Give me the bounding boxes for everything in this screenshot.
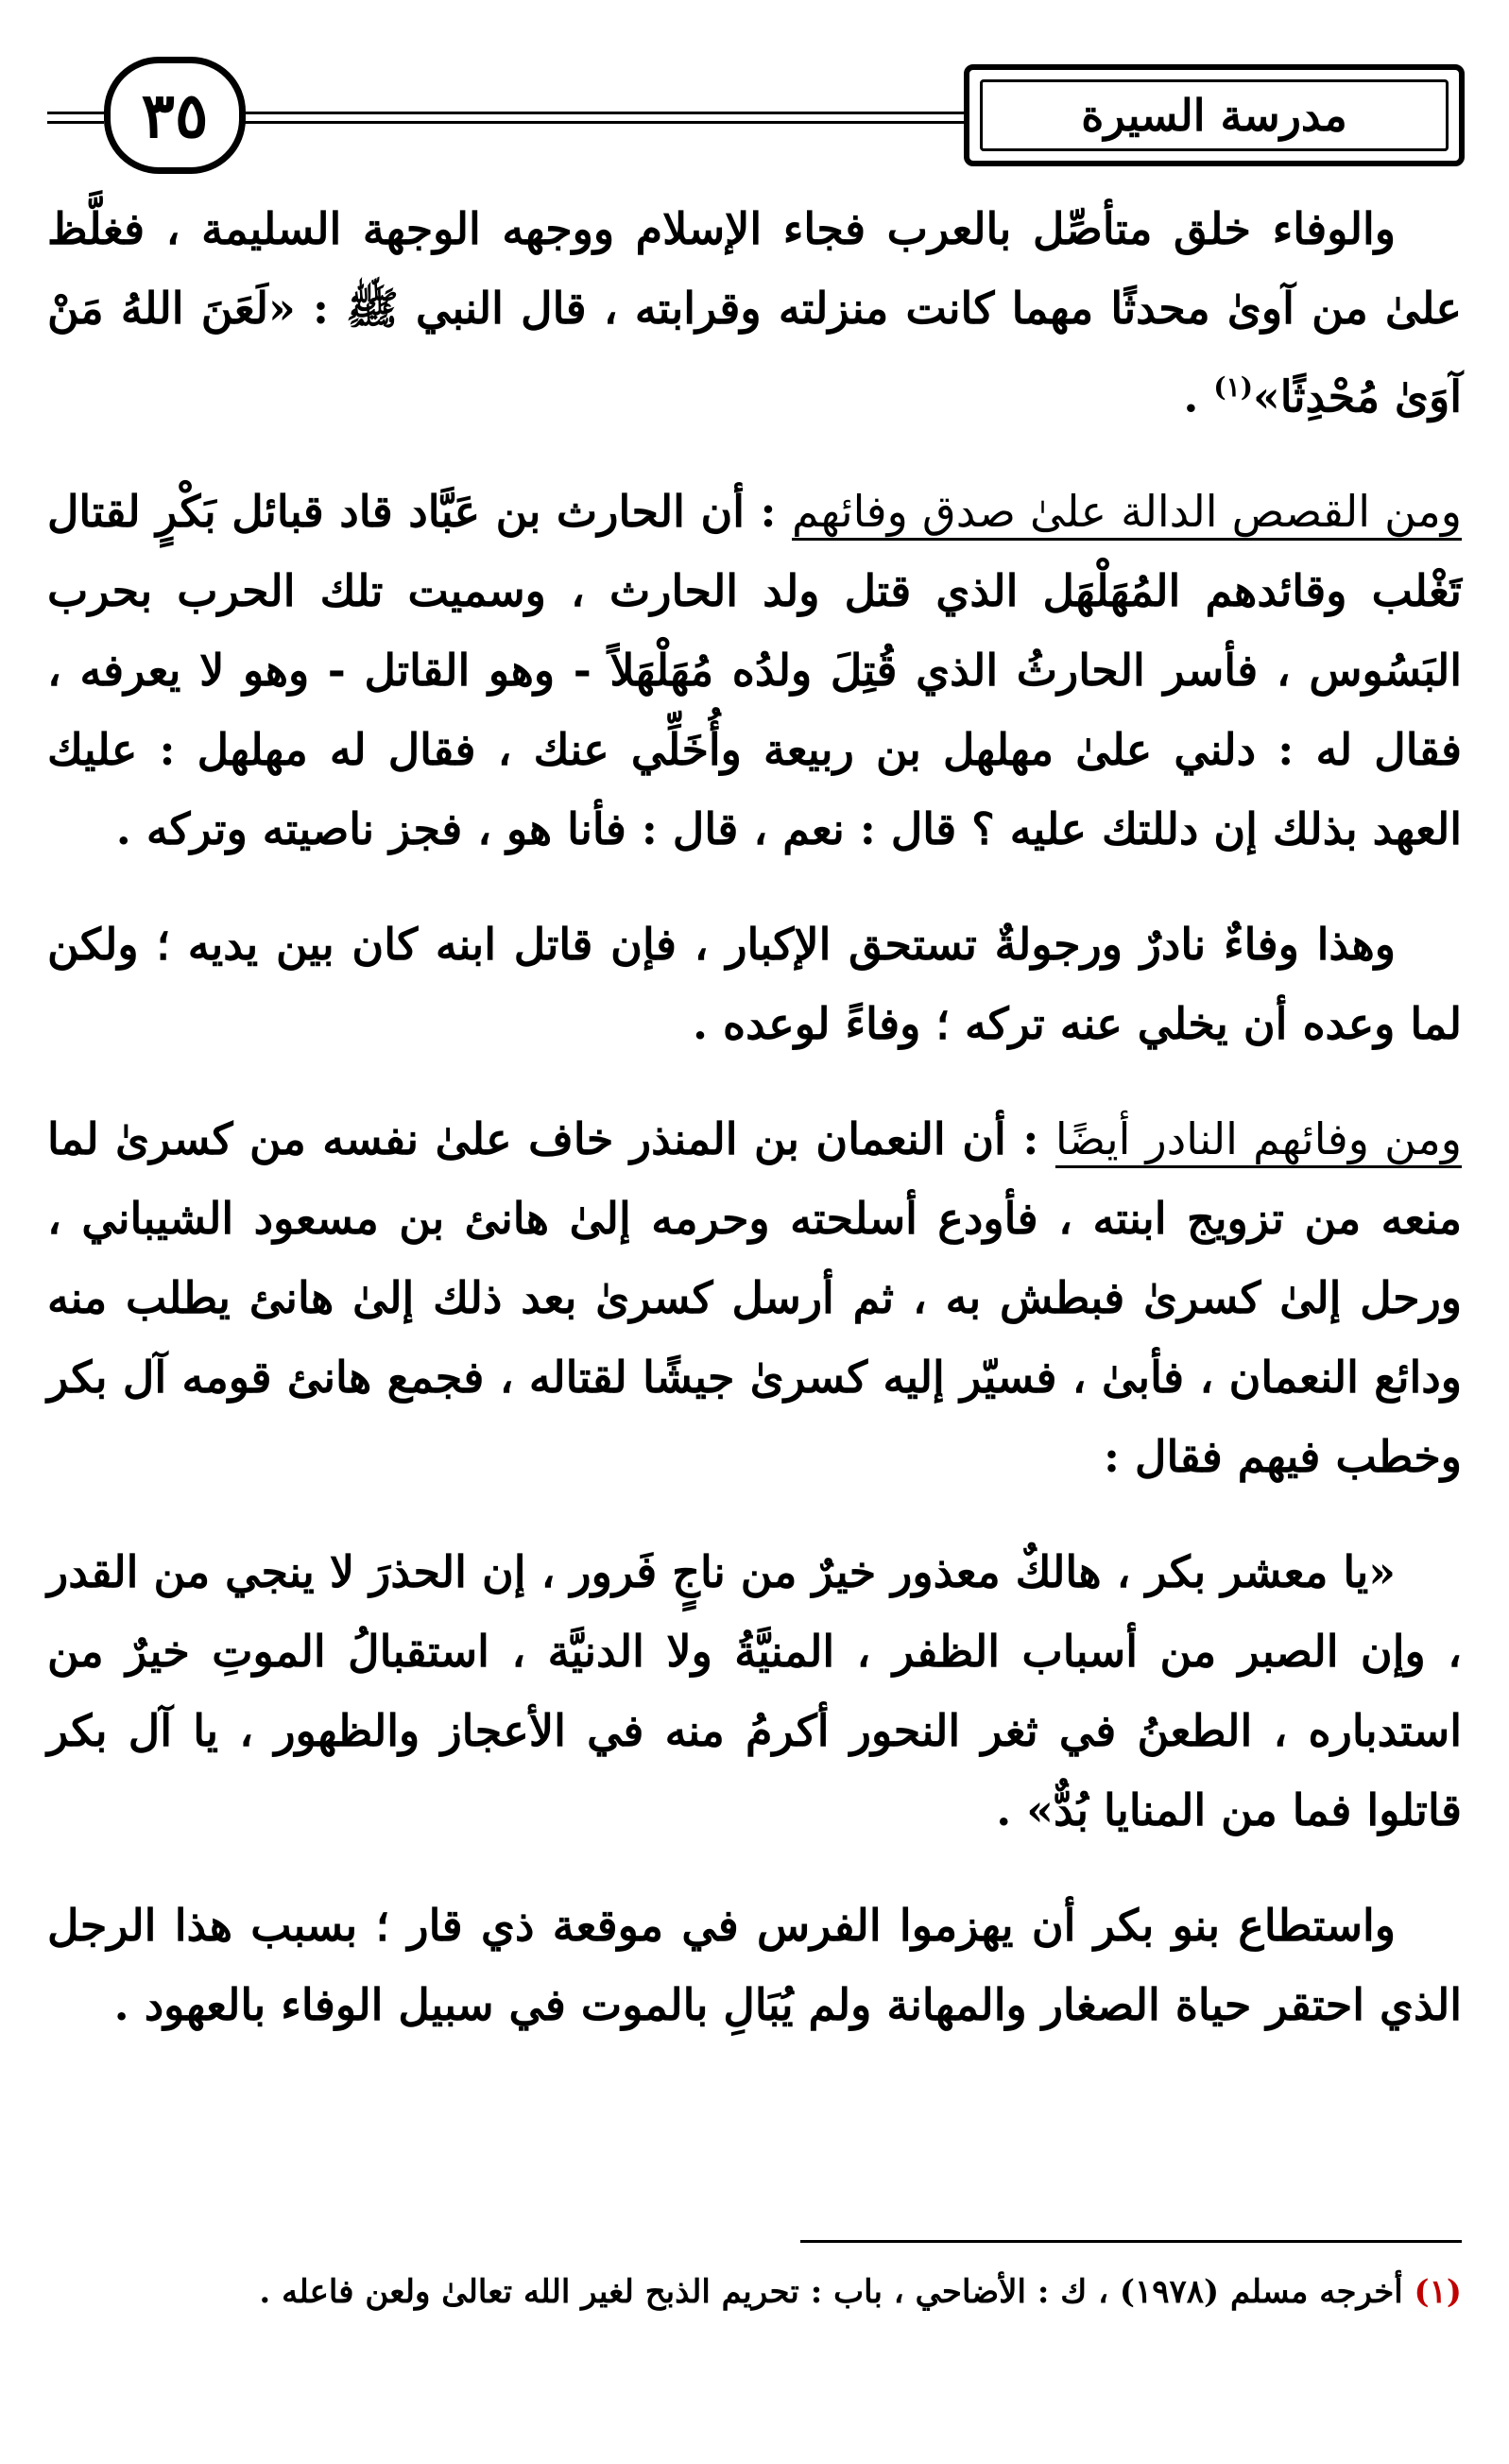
footnote-ref: (١) [1213,371,1253,403]
paragraph-1 [47,189,1462,436]
header-rule-left-bottom [47,121,104,124]
header-rule-bottom [236,121,973,124]
paragraph-6-text: واستطاع بنو بكر أن يهزموا الفرس في موقعة ذي قار ؛ بسبب هذا الرجل الذي احتقر حياة الصغار والمهانة ولم يُبَالِ بالموت في سبيل الوفاء بالعهود . [47,1900,1462,2031]
paragraph-2-text: : أن الحارث بن عَبَّاد قاد قبائل بَكْرٍ لقتال تَغْلب وقائدهم المُهَلْهَل الذي قتل ولد الحارث ، وسميت تلك الحرب بحرب البَسُوس ، فأسر الحارثُ الذي قُتِلَ ولدُه مُهَلْهَلاً - وهو القاتل - وهو لا يعرفه ، فقال له : دلني علىٰ مهلهل بن ربيعة وأُخَلِّي عنك ، فقال له مهلهل : عليك العهد بذلك إن دللتك عليه ؟ قال : نعم ، قال : فأنا هو ، فجز ناصيته وتركه . [47,486,1462,855]
paragraph-2 [47,472,1462,869]
footnote-separator [800,2240,1462,2243]
paragraph-6 [47,1886,1462,2044]
paragraph-1-end: . [1183,370,1214,422]
paragraph-4-text: : أن النعمان بن المنذر خاف علىٰ نفسه من كسرىٰ لما منعه من تزويج ابنته ، فأودع أسلحته وحرمه إلىٰ هانئ بن مسعود الشيباني ، ورحل إلىٰ كسرىٰ فبطش به ، ثم أرسل كسرىٰ بعد ذلك إلىٰ هانئ يطلب منه ودائع النعمان ، فأبىٰ ، فسيّر إليه كسرىٰ جيشًا لقتاله ، فجمع هانئ قومه آل بكر وخطب فيهم فقال : [47,1113,1462,1483]
paragraph-2-heading: ومن القصص الدالة علىٰ صدق وفائهم [792,486,1462,538]
paragraph-3 [47,905,1462,1063]
header-title-frame [964,64,1465,166]
page-body [47,189,1462,2080]
paragraph-4-heading: ومن وفائهم النادر أيضًا [1055,1113,1462,1165]
header-title: مدرسة السيرة [980,79,1449,151]
footnote-number: (١) [1414,2273,1462,2311]
header-rule-left-top [47,112,104,114]
footnote-text: أخرجه مسلم (١٩٧٨) ، ك : الأضاحي ، باب : تحريم الذبح لغير الله تعالىٰ ولعن فاعله . [259,2273,1415,2311]
paragraph-3-text: وهذا وفاءٌ نادرٌ ورجولةٌ تستحق الإكبار ، فإن قاتل ابنه كان بين يديه ؛ ولكن لما وعده أن يخلي عنه تركه ؛ وفاءً لوعده . [47,919,1462,1050]
paragraph-4 [47,1099,1462,1496]
header-rule-top [236,112,973,114]
page-header [47,57,1465,170]
footnote [47,2264,1462,2320]
paragraph-5-quote [47,1532,1462,1850]
page-number: ٣٥ [104,57,246,174]
paragraph-5-text: «يا معشر بكر ، هالكٌ معذور خيرٌ من ناجٍ فَرور ، إن الحذرَ لا ينجي من القدر ، وإن الصبر من أسباب الظفر ، المنيَّةُ ولا الدنيَّة ، استقبالُ الموتِ خيرٌ من استدباره ، الطعنُ في ثغر النحور أكرمُ منه في الأعجاز والظهور ، يا آل بكر قاتلوا فما من المنايا بُدٌّ» . [47,1546,1462,1836]
paragraph-1-text: والوفاء خلق متأصِّل بالعرب فجاء الإسلام ووجهه الوجهة السليمة ، فغلَّظ علىٰ من آوىٰ محدثًا مهما كانت منزلته وقرابته ، قال النبي ﷺ : «لَعَنَ اللهُ مَنْ آوَىٰ مُحْدِثًا» [47,203,1462,422]
